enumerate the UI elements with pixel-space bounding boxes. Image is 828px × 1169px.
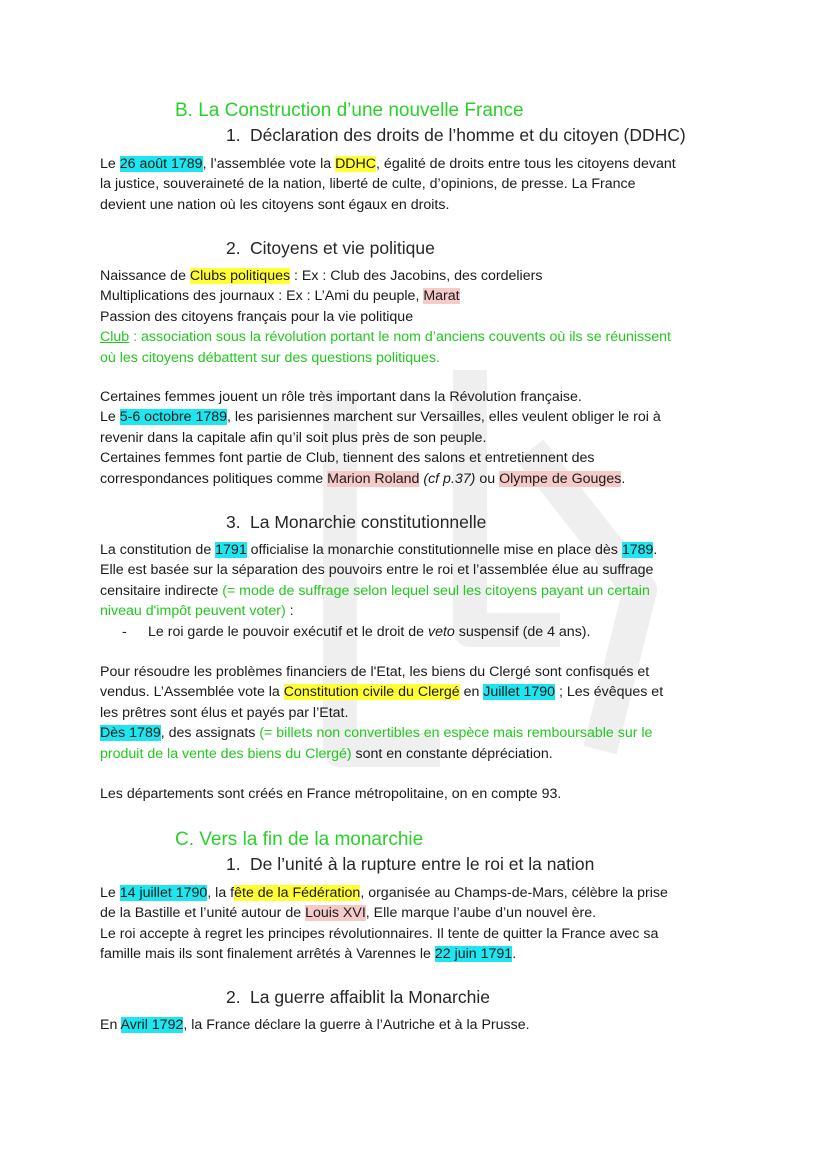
subsection-b3-heading xyxy=(226,512,486,533)
subsection-b2-heading xyxy=(226,238,435,259)
text-line: Le roi accepte à regret les principes révolutionnaires. Il tente de quitter la France avec sa xyxy=(100,925,659,942)
text: Le xyxy=(100,156,120,172)
text: La constitution de xyxy=(100,542,216,558)
text: , la France déclare la guerre à l’Autriche et à la Prusse. xyxy=(183,1017,530,1033)
term-highlight: Constitution civile du Clergé xyxy=(283,684,460,701)
reference: (cf p.37) xyxy=(419,470,476,487)
subsection-title: De l’unité à la rupture entre le roi et la nation xyxy=(250,854,595,874)
subsection-number: 1. xyxy=(226,125,241,145)
date-highlight: 14 juillet 1790 xyxy=(119,885,208,901)
subsection-number: 1. xyxy=(226,854,241,874)
subsection-title: Citoyens et vie politique xyxy=(250,238,435,258)
paragraph-clubs xyxy=(100,266,740,368)
text: , l’assemblée vote la xyxy=(202,156,336,172)
definition-text: (= billets non convertibles en espèce mais remboursable sur le xyxy=(259,725,653,742)
person-highlight: Marat xyxy=(423,288,460,305)
text: en xyxy=(459,684,484,701)
text: , des assignats xyxy=(160,725,260,742)
person-highlight: Marion Roland xyxy=(327,470,420,487)
date-highlight: 1789 xyxy=(621,542,654,558)
text: : xyxy=(285,603,294,620)
text: Multiplications des journaux : Ex : L’Ami du peuple, xyxy=(100,288,424,305)
subsection-c2-heading xyxy=(226,987,490,1008)
emphasis: veto xyxy=(427,623,455,640)
subsection-number: 3. xyxy=(226,512,241,532)
text-line: revenir dans la capitale afin qu’il soit plus près de son peuple. xyxy=(100,429,487,446)
subsection-c1-heading xyxy=(226,854,594,875)
text: , les parisiennes marchent sur Versailles, elles veulent obliger le roi à xyxy=(227,409,661,426)
date-highlight: 26 août 1789 xyxy=(119,156,203,172)
term-highlight: ête de la Fédération xyxy=(234,885,361,901)
text: ou xyxy=(475,470,500,487)
text: Le roi garde le pouvoir exécutif et le droit de xyxy=(148,623,428,640)
text-line: Certaines femmes jouent un rôle très important dans la Révolution française. xyxy=(100,389,582,405)
date-highlight: 1791 xyxy=(215,542,247,558)
text: ; Les évêques et xyxy=(555,684,664,701)
text: : Ex : Club des Jacobins, des cordeliers xyxy=(290,268,543,284)
paragraph-federation xyxy=(100,883,740,965)
definition-text: où les citoyens débattent sur des questions politiques. xyxy=(100,349,440,366)
paragraph-femmes xyxy=(100,387,740,489)
text-line: Les départements sont créés en France métropolitaine, on en compte 93. xyxy=(100,786,562,802)
paragraph-clerge xyxy=(100,662,740,764)
text: , Elle marque l’aube d’un nouvel ère. xyxy=(365,905,597,922)
subsection-title: Déclaration des droits de l’homme et du citoyen (DDHC) xyxy=(250,125,686,145)
text: En xyxy=(100,1017,121,1033)
text-line: Passion des citoyens français pour la vie politique xyxy=(100,308,414,325)
section-b-heading: B. La Construction d’une nouvelle France xyxy=(175,100,524,121)
section-c-heading: C. Vers la fin de la monarchie xyxy=(175,829,424,850)
definition-term: Club xyxy=(100,329,130,346)
subsection-number: 2. xyxy=(226,238,241,258)
text: de la Bastille et l’unité autour de xyxy=(100,905,306,922)
date-highlight: Dès 1789 xyxy=(100,725,161,742)
text: vendus. L’Assemblée vote la xyxy=(100,684,284,701)
term-highlight: DDHC xyxy=(335,156,377,172)
text: , organisée au Champs-de-Mars, célèbre la prise xyxy=(360,885,668,901)
paragraph-departements xyxy=(100,784,740,804)
text: Le xyxy=(100,409,120,426)
text: , la f xyxy=(207,885,235,901)
text-line: les prêtres sont élus et payés par l’Etat. xyxy=(100,704,349,721)
text-line: Elle est basée sur la séparation des pouvoirs entre le roi et l’assemblée élue au suffrage xyxy=(100,562,654,579)
paragraph-ddhc xyxy=(100,154,740,215)
subsection-b1-heading xyxy=(226,125,686,146)
text: officialise la monarchie constitutionnelle mise en place dès xyxy=(246,542,622,558)
term-highlight: Clubs politiques xyxy=(189,268,291,284)
text: sont en constante dépréciation. xyxy=(351,745,553,762)
date-highlight: Juillet 1790 xyxy=(483,684,556,701)
text: censitaire indirecte xyxy=(100,582,223,599)
paragraph-constitution xyxy=(100,540,740,642)
subsection-title: La guerre affaiblit la Monarchie xyxy=(250,987,490,1007)
text: Le xyxy=(100,885,120,901)
text: suspensif (de 4 ans). xyxy=(454,623,591,640)
subsection-title: La Monarchie constitutionnelle xyxy=(250,512,487,532)
text-line: devient une nation où les citoyens sont égaux en droits. xyxy=(100,196,450,213)
text: correspondances politiques comme xyxy=(100,470,328,487)
bullet-dash: - xyxy=(122,623,127,640)
text: . xyxy=(512,946,517,963)
definition-text: (= mode de suffrage selon lequel seul les citoyens payant un certain xyxy=(222,582,650,599)
person-highlight: Louis XVI xyxy=(305,905,366,922)
text-line: Certaines femmes font partie de Club, tiennent des salons et entretiennent des xyxy=(100,450,595,467)
person-highlight: Olympe de Gouges xyxy=(499,470,622,487)
text: , égalité de droits entre tous les citoyens devant xyxy=(376,156,676,172)
text: famille mais ils sont finalement arrêtés à Varennes le xyxy=(100,946,435,963)
text-line: la justice, souveraineté de la nation, liberté de culte, d’opinions, de presse. La France xyxy=(100,176,636,193)
paragraph-guerre xyxy=(100,1015,740,1035)
definition-text: produit de la vente des biens du Clergé) xyxy=(100,745,352,762)
date-highlight: 22 juin 1791 xyxy=(434,946,513,963)
bullet-item xyxy=(100,622,740,642)
definition-text: : association sous la révolution portant le nom d’anciens couvents où ils se réunissent xyxy=(129,329,671,346)
date-highlight: Avril 1792 xyxy=(120,1017,184,1033)
subsection-number: 2. xyxy=(226,987,241,1007)
text: . xyxy=(621,470,626,487)
text-line: Pour résoudre les problèmes financiers de l'Etat, les biens du Clergé sont confisqués et xyxy=(100,664,650,680)
definition-text: niveau d'impôt peuvent voter) xyxy=(100,603,286,620)
date-highlight: 5-6 octobre 1789 xyxy=(119,409,228,426)
text: Naissance de xyxy=(100,268,190,284)
text: . xyxy=(653,542,658,558)
